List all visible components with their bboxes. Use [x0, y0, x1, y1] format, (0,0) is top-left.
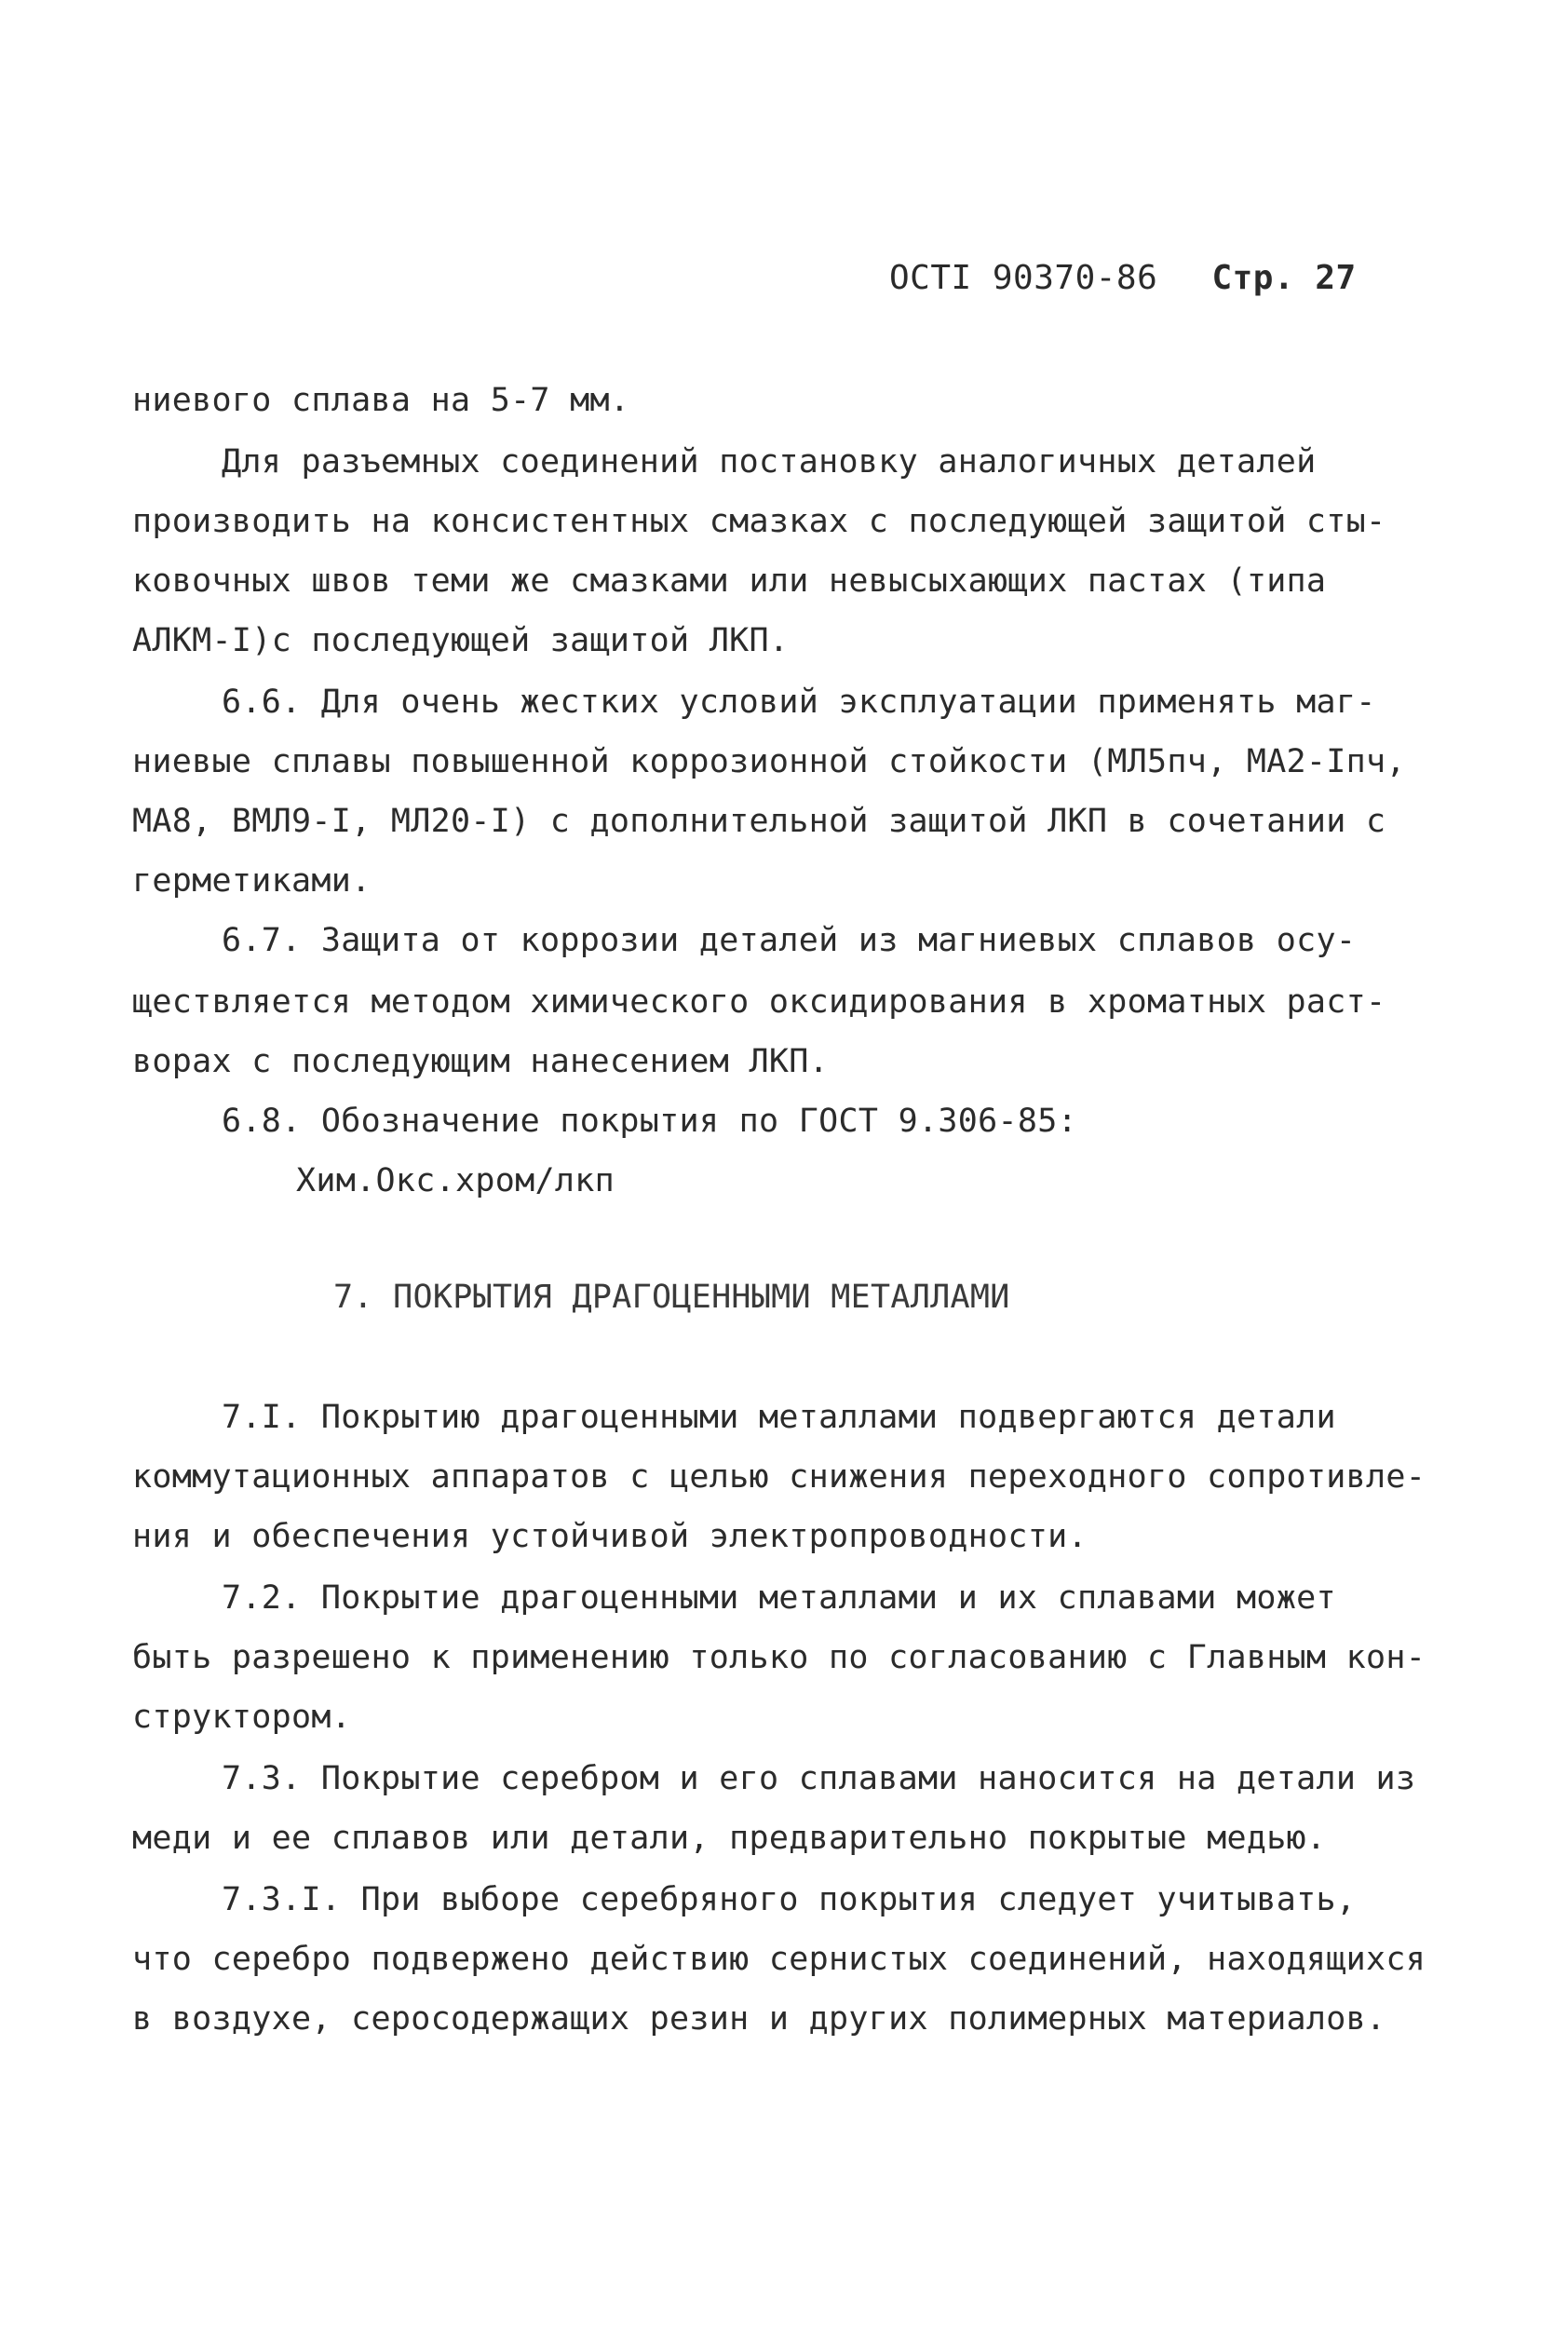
text-line: АЛКМ-I)с последующей защитой ЛКП.: [132, 622, 790, 659]
text-line: ниевого сплава на 5-7 мм.: [132, 382, 630, 419]
text-line: 6.8. Обозначение покрытия по ГОСТ 9.306-85:: [222, 1103, 1077, 1140]
text-line: что серебро подвержено действию сернистых соединений, находящихся: [132, 1941, 1426, 1978]
text-line: Для разъемных соединений постановку аналогичных деталей: [222, 443, 1317, 481]
text-line: быть разрешено к применению только по согласованию с Главным кон-: [132, 1639, 1426, 1676]
text-line: 7.3. Покрытие серебром и его сплавами наносится на детали из: [222, 1760, 1416, 1797]
text-line: ния и обеспечения устойчивой электропроводности.: [132, 1518, 1088, 1555]
text-line: ществляется методом химического оксидирования в хроматных раст-: [132, 983, 1386, 1021]
text-line: ковочных швов теми же смазками или невысыхающих пастах (типа: [132, 562, 1327, 600]
text-line: 7.I. Покрытию драгоценными металлами подвергаются детали: [222, 1399, 1336, 1436]
text-line: производить на консистентных смазках с последующей защитой сты-: [132, 503, 1386, 540]
text-line: 6.7. Защита от коррозии деталей из магниевых сплавов осу-: [222, 922, 1357, 959]
text-line: 7.2. Покрытие драгоценными металлами и их сплавами может: [222, 1579, 1336, 1617]
text-line: ниевые сплавы повышенной коррозионной стойкости (МЛ5пч, МА2-Iпч,: [132, 743, 1406, 780]
page-number: Стр. 27: [1211, 259, 1357, 297]
text-line: структором.: [132, 1699, 352, 1736]
text-line: 7.3.I. При выборе серебряного покрытия следует учитывать,: [222, 1881, 1357, 1918]
coating-designation: Хим.Окс.хром/лкп: [296, 1162, 615, 1199]
text-line: 6.6. Для очень жестких условий эксплуатации применять маг-: [222, 684, 1376, 721]
section-title: 7. ПОКРЫТИЯ ДРАГОЦЕННЫМИ МЕТАЛЛАМИ: [333, 1279, 1010, 1316]
page-header: [889, 259, 1357, 297]
text-line: коммутационных аппаратов с целью снижения переходного сопротивле-: [132, 1458, 1426, 1496]
text-line: в воздухе, серосодержащих резин и других полимерных материалов.: [132, 2000, 1386, 2038]
standard-number: ОСТI 90370-86: [889, 259, 1158, 297]
text-line: МА8, ВМЛ9-I, МЛ20-I) с дополнительной защитой ЛКП в сочетании с: [132, 803, 1386, 840]
text-line: герметиками.: [132, 862, 372, 900]
text-line: меди и ее сплавов или детали, предварительно покрытые медью.: [132, 1820, 1327, 1857]
text-line: ворах с последующим нанесением ЛКП.: [132, 1043, 830, 1080]
